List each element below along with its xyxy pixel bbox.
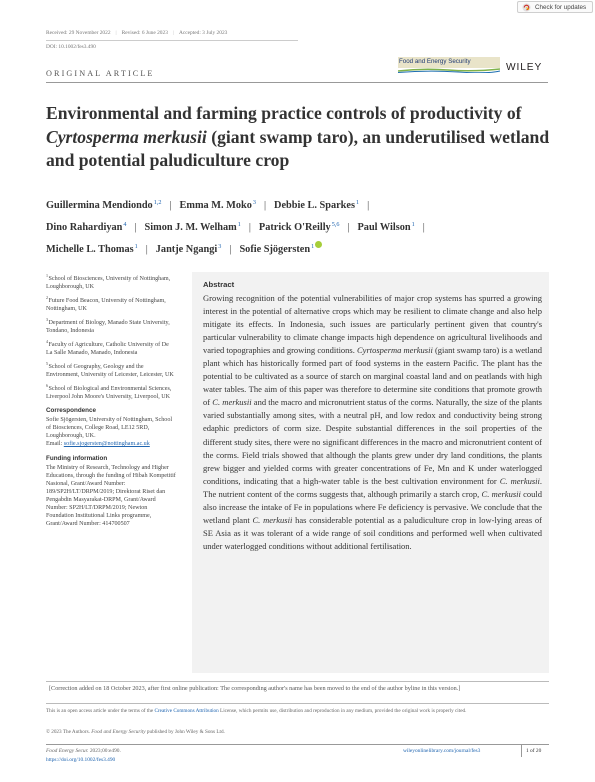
funding-heading: Funding information (46, 454, 108, 462)
title-species: Cyrtosperma merkusii (46, 126, 207, 147)
correspondence-email-link[interactable]: sofie.sjogersten@nottingham.ac.uk (63, 441, 150, 448)
sidebar (46, 272, 176, 528)
creative-commons-link[interactable]: Creative Commons Attribution (154, 708, 219, 714)
check-for-updates-button[interactable] (517, 1, 593, 13)
publisher-logo: WILEY (506, 62, 543, 73)
footer-separator (521, 745, 522, 757)
check-updates-label: Check for updates (535, 3, 587, 11)
author[interactable]: Jantje Ngangi$^3$ (155, 243, 222, 255)
received-date: Received: 29 November 2022 (46, 30, 111, 36)
license-notice: This is an open access article under the terms of the Creative Commons Attribution License, which permits use, distribution and reproduction in any medium, provided the original work is properly cited. (46, 708, 467, 714)
author[interactable]: Guillermina Mendiondo$^{1,2}$ (46, 199, 162, 211)
title-part-1: Environmental and farming practice controls of productivity of (46, 103, 522, 123)
funding-text: The Ministry of Research, Technology and Higher Educations, through the funding of Hibah Kompetitif Nasional, Grant/Award Number: 189/SP2H/LT/DRPM/2019; Direktorat Riset dan Pengabdin Masyarakat-DRPM, Grant/Award Number: SP2H/LT/DRPM/2019; Newton Foundation Institutional Links programme, Grant/Award Number: 414700507 (46, 464, 176, 528)
author-list: Guillermina Mendiondo$^{1,2}$ | Emma M. Moko$^3$ | Debbie L. Sparkes$^1$ | Dino Rahardiyan$^4$ | Simon J. M. Welham$^1$ | Patrick O'Reilly$^{5,6}$ | Paul Wilson$^1$ | Michelle L. Thomas$^1$ | Jantje Ngangi$^3$ | Sofie Sjögersten$^1$ (46, 199, 425, 255)
correction-note: [Correction added on 18 October 2023, after first online publication: The corresponding author's name has been moved to the end of the author byline in this version.] (49, 685, 461, 692)
correction-divider-top (46, 681, 549, 682)
title-part-2: (giant swamp taro), an underutilised wetland and potential paludiculture crop (46, 126, 550, 170)
affiliation: $^1$School of Biosciences, University of Nottingham, Loughborough, UK (46, 273, 171, 291)
journal-url-link[interactable]: wileyonlinelibrary.com/journal/fes3 (403, 748, 481, 754)
affiliation: $^6$School of Biological and Environmental Sciences, Liverpool John Moore's University, Liverpool, UK (46, 382, 172, 401)
affiliation: $^4$Faculty of Agriculture, Catholic University of De La Salle Manado, Manado, Indonesia (46, 338, 169, 357)
author[interactable]: Sofie Sjögersten$^1$ (239, 243, 315, 255)
dates-divider (46, 40, 298, 41)
page-number: 1 of 20 (526, 748, 542, 754)
correction-divider-bottom (46, 703, 549, 704)
affiliation: $^5$School of Geography, Geology and the Environment, University of Leicester, Leicester, UK (46, 360, 174, 379)
abstract-heading: Abstract (203, 280, 235, 289)
author[interactable]: Dino Rahardiyan$^4$ (46, 221, 127, 233)
doi-link[interactable]: https://doi.org/10.1002/fes3.490 (46, 757, 116, 763)
correspondence-heading: Correspondence (46, 407, 97, 415)
doi: DOI: 10.1002/fes3.490 (46, 44, 96, 50)
publication-dates: Received: 29 November 2022 | Revised: 6 June 2023 | Accepted: 3 July 2023 (46, 30, 228, 36)
revised-date: Revised: 6 June 2023 (121, 30, 168, 36)
author[interactable]: Emma M. Moko$^3$ (179, 199, 256, 211)
author[interactable]: Paul Wilson$^1$ (357, 221, 415, 233)
author[interactable]: Michelle L. Thomas$^1$ (46, 243, 138, 255)
article-type-divider (46, 82, 548, 83)
correspondence-text: Sofie Sjögersten, University of Nottingham, School of Biosciences, College Road, LE12 5RD, Loughborough, UK. Email: sofie.sjogersten@nottingham.ac.uk (46, 417, 173, 448)
citation: Food Energy Secur. 2023;00:e490. (46, 748, 121, 754)
accepted-date: Accepted: 3 July 2023 (178, 30, 228, 36)
journal-name: Food and Energy Security (399, 58, 471, 65)
orcid-icon[interactable] (315, 241, 322, 248)
article-title (46, 102, 556, 173)
author[interactable]: Patrick O'Reilly$^{5,6}$ (258, 221, 340, 233)
check-updates-icon (522, 3, 531, 12)
author[interactable]: Simon J. M. Welham$^1$ (144, 221, 241, 233)
affiliation: $^2$Future Food Beacon, University of Nottingham, Nottingham, UK (46, 294, 166, 313)
author[interactable]: Debbie L. Sparkes$^1$ (274, 199, 360, 211)
copyright: © 2023 The Authors. Food and Energy Security published by John Wiley & Sons Ltd. (46, 729, 225, 735)
abstract-text: Growing recognition of the potential vulnerabilities of major crop systems has spurred a growing interest in the potential of alternative crops which may be resilient to climate change and also help mitigate its effects. In Indonesia, such issues are particularly pertinent given that country's particular vulnerability to climate change impacts high dependence on agricultural livelihoods and varied topographies and growing conditions. Cyrtosperma merkusii (giant swamp taro) is a wetland plant which has historically formed part of food systems in the eastern Pacific. The plant has the potential to be cultivated as a source of starch on marginal coastal land and on peatlands with high water tables. The aim of this paper was therefore to determine site conditions that promote growth of C. merkusii and the macro and micronutrient status of the corms. Naturally, the size of the plants varied substantially among sites, with a neutral pH, and low redox and conductivity being strong edaphic predictors of corm size. Despite substantial differences in the soil properties of the different study sites, there were no significant differences in the macro and micronutrient content of the corms. Field trials showed that although the plants grew under dry land conditions, the plants grew bigger and yielded corms with greater concentrations of Fe, Mn and K under waterlogged conditions, indicating that a high-water table is the best cultivation environment for C. merkusii. The nutrient content of the corms suggests that, although primarily a starch crop, C. merkusii could also increase the intake of Fe in populations where Fe deficiency is pervasive. We conclude that the wetland plant C. merkusii has considerable potential as a paludiculture crop in low-lying areas of SE Asia as it was tolerant of a wide range of soil conditions and performed well when cultivated under waterlogged conditions without additional fertilisation. (203, 293, 543, 551)
footer-divider (46, 744, 549, 745)
affiliation: $^3$Department of Biology, Manado State University, Tondano, Indonesia (46, 316, 170, 335)
article-type: ORIGINAL ARTICLE (46, 69, 155, 78)
